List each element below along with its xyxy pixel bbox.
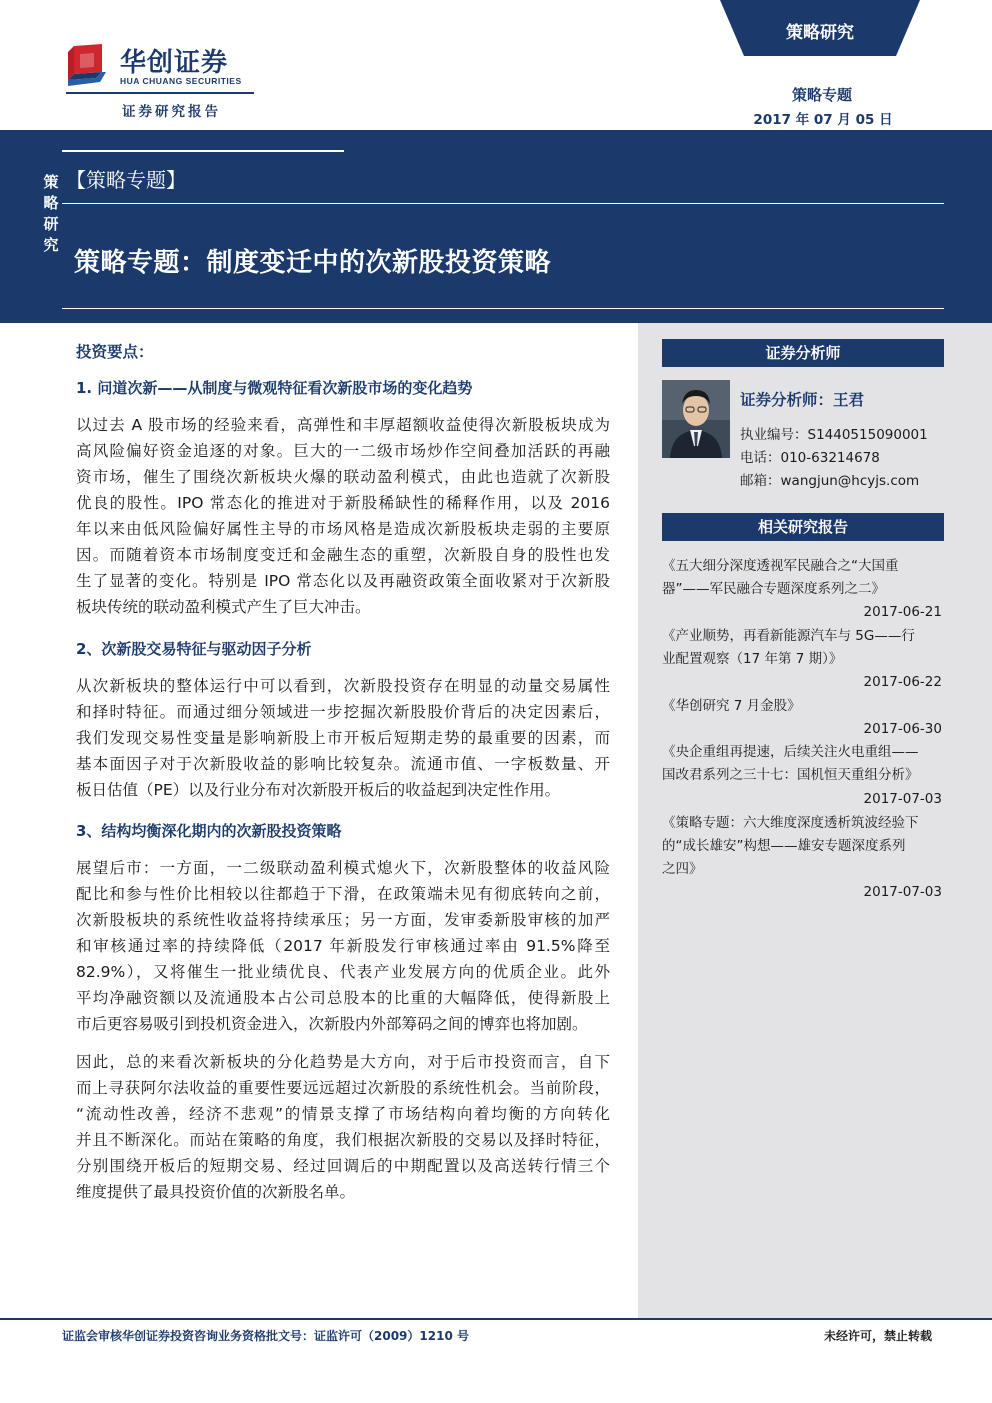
report-title: 策略专题：制度变迁中的次新股投资策略 xyxy=(74,248,552,278)
footer-license-note: 证监会审核华创证券投资咨询业务资格批文号：证监许可（2009）1210 号 xyxy=(62,1329,469,1343)
section-3-title: 3、结构均衡深化期内的次新股投资策略 xyxy=(76,822,342,840)
report-title-line: 《央企重组再提速，后续关注火电重组—— xyxy=(662,744,919,760)
text-line: 和审核通过率的持续降低（2017 年新股发行审核通过率由 91.5%降至 xyxy=(76,937,610,955)
banner-vertical-label: 策略研究 xyxy=(43,173,59,254)
text-line: 板块传统的联动盈利模式产生了巨大冲击。 xyxy=(76,598,371,616)
text-line: 因此，总的来看次新板块的分化趋势是大方向，对于后市投资而言，自下 xyxy=(76,1053,610,1071)
report-title-line: 《华创研究 7 月金股》 xyxy=(662,698,801,714)
banner-tag: 【策略专题】 xyxy=(66,168,186,192)
text-line: 和择时特征。而通过细分领域进一步挖掘次新股股价背后的决定因素后， xyxy=(76,703,610,721)
text-line: 配比和参与性价比相较以往都趋于下滑，在政策端未见有彻底转向之前， xyxy=(76,885,610,903)
text-line: 我们发现交易性变量是影响新股上市开板后短期走势的最重要的因素，而 xyxy=(76,729,610,747)
section-1-paragraph xyxy=(76,412,610,620)
company-logo xyxy=(66,42,256,120)
section-1-title: 1. 问道次新——从制度与微观特征看次新股市场的变化趋势 xyxy=(76,379,473,397)
analyst-portrait-icon xyxy=(662,380,730,458)
logo-cube-icon xyxy=(66,42,110,88)
text-line: 次新股板块的系统性收益将持续承压；另一方面，发审委新股审核的加严 xyxy=(76,911,610,929)
related-report-date: 2017-06-21 xyxy=(863,604,942,620)
banner-bottom-rule xyxy=(62,308,944,309)
report-title-line: 器”——军民融合专题深度系列之二》 xyxy=(662,581,885,597)
text-line: 优良的股性。IPO 常态化的推进对于新股稀缺性的稀释作用，以及 2016 xyxy=(76,494,610,512)
report-title-line: 之四》 xyxy=(662,861,703,877)
report-title-line: 业配置观察（17 年第 7 期）》 xyxy=(662,651,843,667)
related-report-title[interactable] xyxy=(662,695,946,718)
analyst-photo xyxy=(662,380,730,458)
section-3-paragraph-1 xyxy=(76,855,610,1037)
text-line: 基本面因子对于次新股收益的影响比较复杂。流通市值、一字板数量、开 xyxy=(76,755,610,773)
text-line: 板日估值（PE）以及行业分布对次新股开板后的收益起到决定性作用。 xyxy=(76,781,561,799)
text-line: 而上寻获阿尔法收益的重要性要远远超过次新股的系统性机会。当前阶段， xyxy=(76,1079,610,1097)
logo-subtitle: 证券研究报告 xyxy=(122,104,221,120)
title-banner xyxy=(0,130,992,323)
report-type: 策略专题 xyxy=(791,86,852,104)
section-3-paragraph-2 xyxy=(76,1049,610,1205)
banner-top-rule xyxy=(62,150,344,152)
report-title-line: 《产业顺势，再看新能源汽车与 5G——行 xyxy=(662,628,915,644)
related-report-date: 2017-07-03 xyxy=(863,791,942,807)
text-line: 82.9%），又将催生一批业绩优良、代表产业发展方向的优质企业。此外 xyxy=(76,963,610,981)
report-title-line: 《策略专题：六大维度深度透析筑波经验下 xyxy=(662,815,919,831)
text-line: 分别围绕开板后的短期交易、经过回调后的中期配置以及高送转行情三个 xyxy=(76,1157,610,1175)
related-report-date: 2017-06-30 xyxy=(863,721,942,737)
text-line: “流动性改善，经济不悲观”的情景支撑了市场结构向着均衡的方向转化 xyxy=(76,1105,610,1123)
related-report-title[interactable] xyxy=(662,741,946,787)
report-title-line: 《五大细分深度透视军民融合之“大国重 xyxy=(662,558,899,574)
footer-rule xyxy=(0,1318,992,1320)
text-line: 以过去 A 股市场的经验来看，高弹性和丰厚超额收益使得次新股板块成为 xyxy=(76,416,610,434)
text-line: 资市场，催生了围绕次新板块火爆的联动盈利模式，由此也造就了次新股 xyxy=(76,468,610,486)
logo-english-name: HUA CHUANG SECURITIES xyxy=(120,76,242,86)
investment-highlights-heading: 投资要点： xyxy=(76,343,154,361)
text-line: 维度提供了最具投资价值的次新股名单。 xyxy=(76,1183,356,1201)
text-line: 并且不断深化。而站在策略的角度，我们根据次新股的交易以及择时特征， xyxy=(76,1131,610,1149)
report-title-line: 国改君系列之三十七：国机恒天重组分析》 xyxy=(662,767,919,783)
text-line: 因。而随着资本市场制度变迁和金融生态的重塑，次新股自身的股性也发 xyxy=(76,546,610,564)
related-report-title[interactable] xyxy=(662,625,946,671)
section-2-title: 2、次新股交易特征与驱动因子分析 xyxy=(76,640,312,658)
text-line: 从次新板块的整体运行中可以看到，次新股投资存在明显的动量交易属性 xyxy=(76,677,610,695)
header-tab-label: 策略研究 xyxy=(786,23,854,43)
analyst-name: 证券分析师：王君 xyxy=(740,391,865,409)
logo-divider xyxy=(66,92,254,94)
footer-copyright-note: 未经许可，禁止转载 xyxy=(824,1329,933,1343)
related-report-date: 2017-07-03 xyxy=(863,884,942,900)
text-line: 市后更容易吸引到投机资金进入，次新股内外部筹码之间的博弈也将加剧。 xyxy=(76,1015,588,1033)
analyst-section-header: 证券分析师 xyxy=(662,339,944,367)
related-report-date: 2017-06-22 xyxy=(863,674,942,690)
section-2-paragraph xyxy=(76,673,610,803)
text-line: 年以来由低风险偏好属性主导的市场风格是造成次新股板块走弱的主要原 xyxy=(76,520,610,538)
text-line: 平均净融资额以及流通股本占公司总股本的比重的大幅降低，使得新股上 xyxy=(76,989,610,1007)
text-line: 生了显著的变化。特别是 IPO 常态化以及再融资政策全面收紧对于次新股 xyxy=(76,572,610,590)
related-report-title[interactable] xyxy=(662,812,946,881)
related-reports-header: 相关研究报告 xyxy=(662,513,944,541)
analyst-phone: 电话：010-63214678 xyxy=(740,450,880,466)
report-date: 2017 年 07 月 05 日 xyxy=(753,112,893,128)
related-report-title[interactable] xyxy=(662,555,946,601)
text-line: 高风险偏好资金追逐的对象。巨大的一二级市场炒作空间叠加活跃的再融 xyxy=(76,442,610,460)
logo-chinese-name: 华创证券 xyxy=(120,48,229,78)
analyst-license: 执业编号：S1440515090001 xyxy=(740,427,928,443)
analyst-email[interactable]: 邮箱：wangjun@hcyjs.com xyxy=(740,473,920,489)
report-title-line: 的“成长雄安”构想——雄安专题深度系列 xyxy=(662,838,906,854)
text-line: 展望后市：一方面，一二级联动盈利模式熄火下，次新股整体的收益风险 xyxy=(76,859,610,877)
banner-middle-rule xyxy=(62,203,944,204)
